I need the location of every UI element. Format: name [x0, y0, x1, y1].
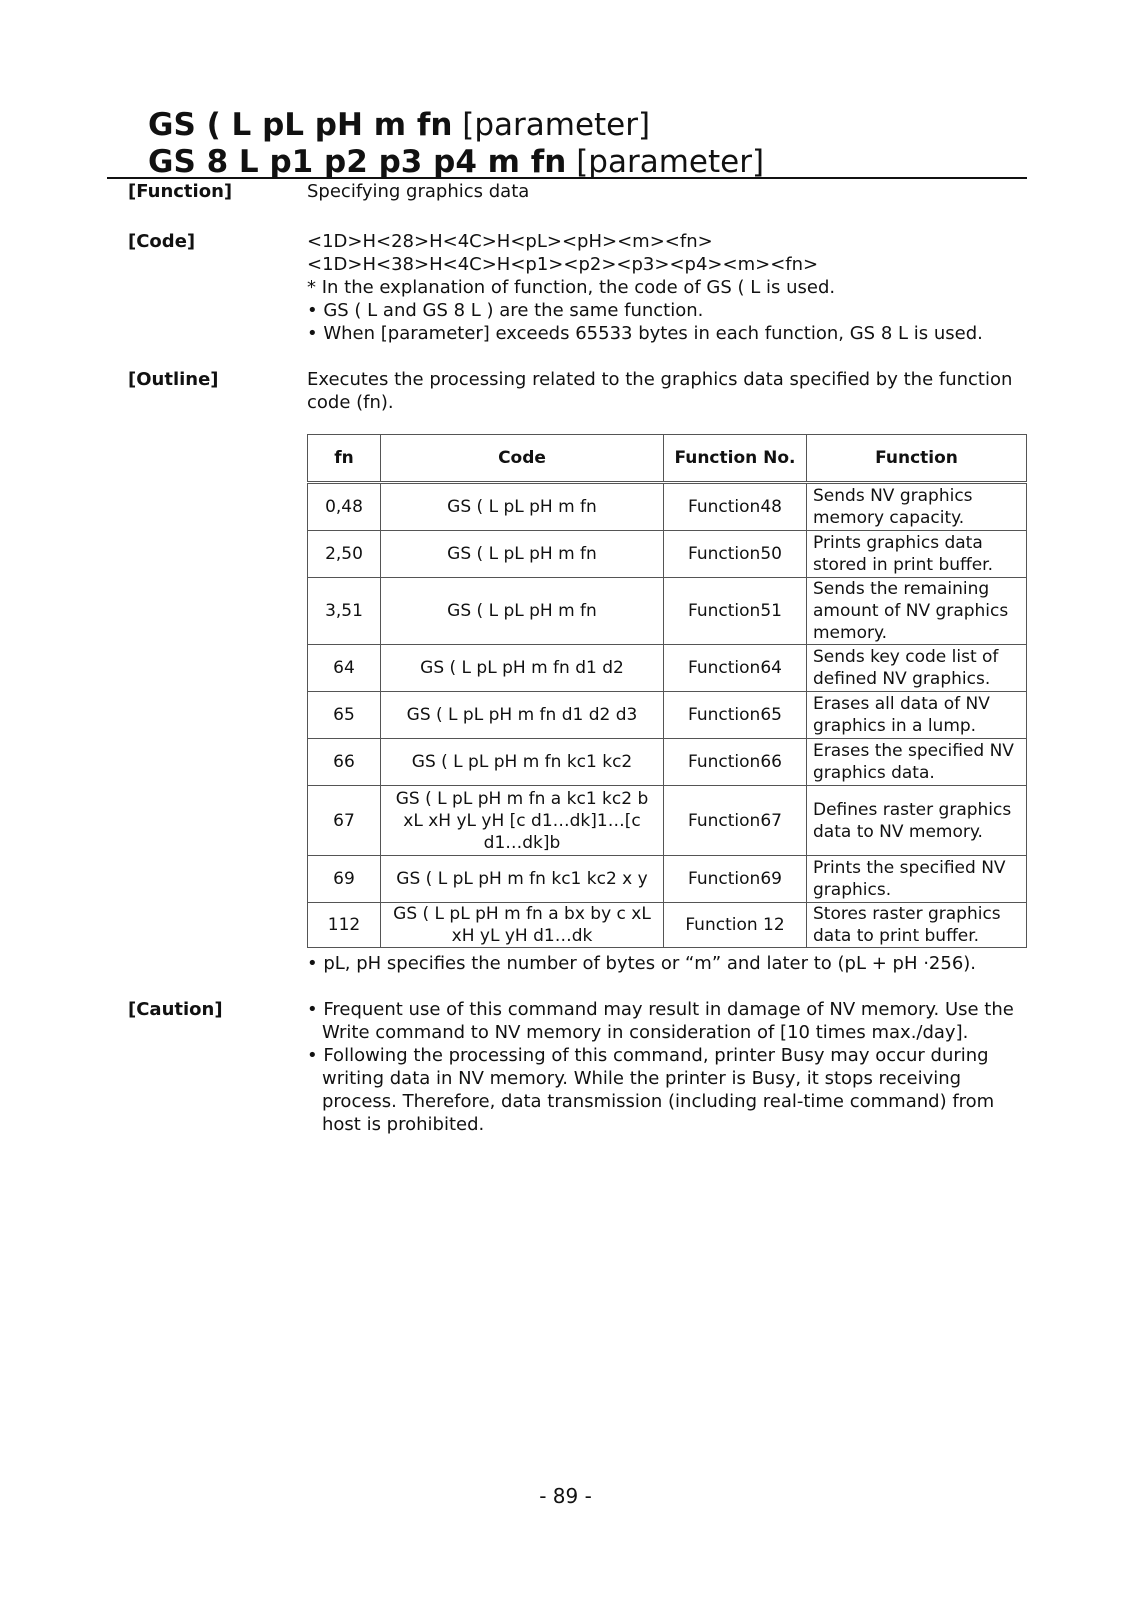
cell-code: GS ( L pL pH m fn	[381, 483, 664, 531]
cell-code: GS ( L pL pH m fn	[381, 578, 664, 645]
caution-item-1: • Frequent use of this command may result in damage of NV memory. Use the Write command to NV memory in consideration of [10 times max./day].	[307, 999, 1014, 1043]
header-code: Code	[381, 435, 664, 483]
table-row	[308, 645, 1027, 692]
command-title-1-param: [parameter]	[462, 107, 651, 143]
title-underline	[107, 177, 1027, 179]
command-title-2-syntax: GS 8 L p1 p2 p3 p4 m fn	[148, 144, 567, 180]
cell-function-no: Function69	[664, 856, 807, 903]
caution-item-2: • Following the processing of this command, printer Busy may occur during writing data in NV memory. While the printer is Busy, it stops receiving process. Therefore, data transmission (including real-time command) from host is prohibited.	[307, 1045, 995, 1135]
cell-function-no: Function67	[664, 786, 807, 856]
cell-fn: 2,50	[308, 531, 381, 578]
cell-code: GS ( L pL pH m fn kc1 kc2	[381, 739, 664, 786]
cell-function-no: Function48	[664, 483, 807, 531]
cell-function-no: Function64	[664, 645, 807, 692]
header-function-no: Function No.	[664, 435, 807, 483]
cell-function: Defines raster graphics data to NV memory.	[807, 786, 1027, 856]
cell-function: Sends the remaining amount of NV graphics memory.	[807, 578, 1027, 645]
table-row	[308, 856, 1027, 903]
command-title-1-syntax: GS ( L pL pH m fn	[148, 107, 453, 143]
function-label: [Function]	[128, 181, 233, 202]
function-table	[307, 434, 1027, 948]
command-title-2	[148, 143, 764, 181]
cell-function: Stores raster graphics data to print buffer.	[807, 903, 1027, 948]
length-note	[307, 952, 1027, 975]
code-line-2: <1D>H<38>H<4C>H<p1><p2><p3><p4><m><fn>	[307, 254, 819, 275]
outline-text: Executes the processing related to the graphics data specified by the function code (fn).	[307, 369, 1013, 413]
code-label: [Code]	[128, 231, 196, 252]
cell-function: Erases the specified NV graphics data.	[807, 739, 1027, 786]
function-description: Specifying graphics data	[307, 181, 530, 202]
cell-function: Sends NV graphics memory capacity.	[807, 483, 1027, 531]
code-note-2: • GS ( L and GS 8 L ) are the same function.	[307, 300, 704, 321]
cell-function: Sends key code list of defined NV graphics.	[807, 645, 1027, 692]
cell-code: GS ( L pL pH m fn a kc1 kc2 b xL xH yL yH [c d1…dk]1…[c d1…dk]b	[381, 786, 664, 856]
table-row	[308, 903, 1027, 948]
cell-function: Prints the specified NV graphics.	[807, 856, 1027, 903]
cell-fn: 3,51	[308, 578, 381, 645]
cell-code: GS ( L pL pH m fn d1 d2	[381, 645, 664, 692]
function-text	[307, 180, 1027, 203]
cell-function: Erases all data of NV graphics in a lump.	[807, 692, 1027, 739]
cell-fn: 0,48	[308, 483, 381, 531]
table-row	[308, 578, 1027, 645]
cell-fn: 112	[308, 903, 381, 948]
cell-fn: 67	[308, 786, 381, 856]
cell-fn: 69	[308, 856, 381, 903]
header-function: Function	[807, 435, 1027, 483]
header-fn: fn	[308, 435, 381, 483]
caution-label: [Caution]	[128, 999, 223, 1020]
cell-fn: 64	[308, 645, 381, 692]
cell-fn: 65	[308, 692, 381, 739]
code-note-3: • When [parameter] exceeds 65533 bytes in each function, GS 8 L is used.	[307, 323, 983, 344]
cell-fn: 66	[308, 739, 381, 786]
cell-function-no: Function66	[664, 739, 807, 786]
cell-code: GS ( L pL pH m fn a bx by c xL xH yL yH d1…dk	[381, 903, 664, 948]
caution-list	[307, 998, 1027, 1136]
code-block	[307, 230, 1027, 345]
length-note-text: • pL, pH specifies the number of bytes or “m” and later to (pL + pH ⋅256).	[307, 953, 977, 974]
table-row	[308, 531, 1027, 578]
cell-function-no: Function51	[664, 578, 807, 645]
command-title-1	[148, 106, 650, 144]
page-number: - 89 -	[539, 1484, 592, 1508]
cell-function: Prints graphics data stored in print buffer.	[807, 531, 1027, 578]
cell-function-no: Function65	[664, 692, 807, 739]
code-line-1: <1D>H<28>H<4C>H<pL><pH><m><fn>	[307, 231, 713, 252]
cell-function-no: Function50	[664, 531, 807, 578]
table-row	[308, 739, 1027, 786]
table-row	[308, 692, 1027, 739]
table-row	[308, 483, 1027, 531]
cell-code: GS ( L pL pH m fn	[381, 531, 664, 578]
cell-code: GS ( L pL pH m fn kc1 kc2 x y	[381, 856, 664, 903]
cell-code: GS ( L pL pH m fn d1 d2 d3	[381, 692, 664, 739]
outline-label: [Outline]	[128, 369, 219, 390]
code-note-1: * In the explanation of function, the code of GS ( L is used.	[307, 277, 836, 298]
command-title-2-param: [parameter]	[576, 144, 765, 180]
table-header-row	[308, 435, 1027, 483]
cell-function-no: Function 12	[664, 903, 807, 948]
table-row	[308, 786, 1027, 856]
